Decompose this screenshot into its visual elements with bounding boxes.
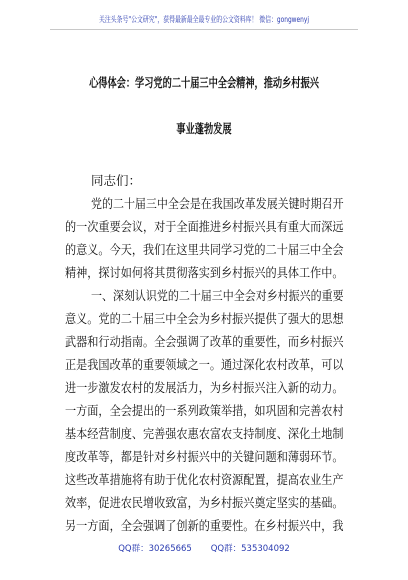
body-line: 意义。党的二十届三中全会为乡村振兴提供了强大的思想 xyxy=(65,311,344,326)
body-line: 的一次重要会议，对于全面推进乡村振兴具有重大而深远 xyxy=(65,219,344,234)
body-line: 进一步激发农村的发展活力，为乡村振兴注入新的动力。 xyxy=(65,380,344,395)
header-divider xyxy=(50,29,358,30)
body-line: 正是我国改革的重要领域之一。通过深化农村改革，可以 xyxy=(65,357,344,372)
document-title-line-1: 心得体会：学习党的二十届三中全会精神，推动乡村振兴 xyxy=(89,75,319,90)
body-line: 这些改革措施将有助于优化农村资源配置，提高农业生产 xyxy=(65,472,344,487)
body-line: 精神，探讨如何将其贯彻落实到乡村振兴的具体工作中。 xyxy=(65,265,344,280)
body-line: 一方面，全会提出的一系列政策举措，如巩固和完善农村 xyxy=(65,403,344,418)
body-line: 基本经营制度、完善强农惠农富农支持制度、深化土地制 xyxy=(65,426,344,441)
salutation: 同志们： xyxy=(91,173,142,188)
body-line: 武器和行动指南。全会强调了改革的重要性，而乡村振兴 xyxy=(65,334,344,349)
body-line: 另一方面，全会强调了创新的重要性。在乡村振兴中，我 xyxy=(65,518,344,533)
footer-qq-groups: QQ群：30265665 QQ群：535304092 xyxy=(118,544,290,554)
header-banner: 关注头条号"公文研究"，获得最新最全最专业的公文资料库！ 微信：gongwenyj xyxy=(99,15,309,24)
body-line: 一、深刻认识党的二十届三中全会对乡村振兴的重要 xyxy=(91,288,344,303)
document-title-line-2: 事业蓬勃发展 xyxy=(176,121,232,136)
body-line: 效率，促进农民增收致富，为乡村振兴奠定坚实的基础。 xyxy=(65,495,344,510)
body-line: 党的二十届三中全会是在我国改革发展关键时期召开 xyxy=(91,196,344,211)
body-line: 度改革等，都是针对乡村振兴中的关键问题和薄弱环节。 xyxy=(65,449,344,464)
body-line: 的意义。今天，我们在这里共同学习党的二十届三中全会 xyxy=(65,242,344,257)
